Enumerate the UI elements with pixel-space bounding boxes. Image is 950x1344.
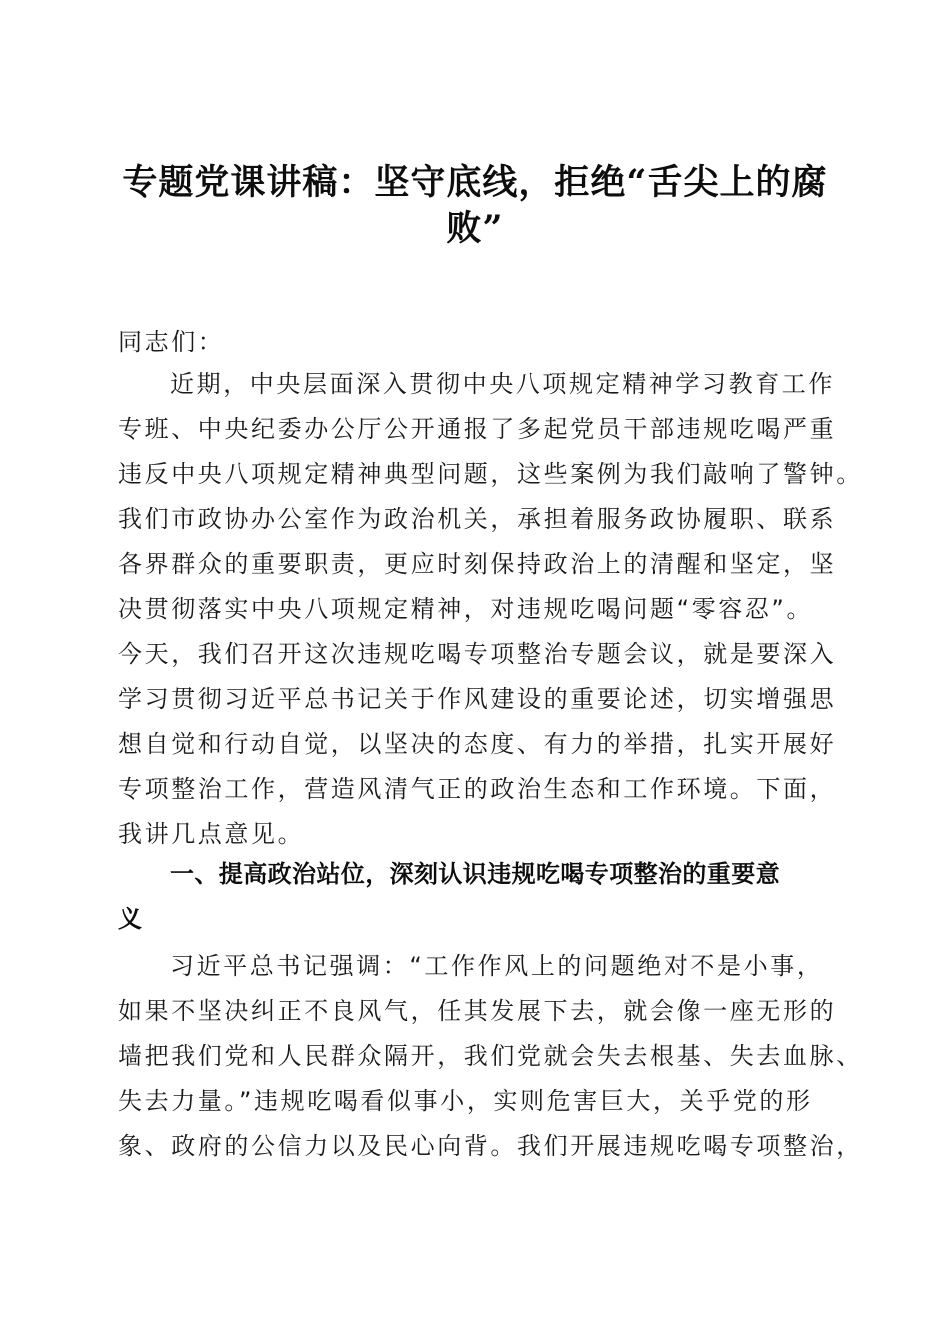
salutation xyxy=(118,320,838,365)
paragraph-line: 墙把我们党和人民群众隔开，我们党就会失去根基、失去血脉、 xyxy=(118,1042,863,1070)
paragraph-line: 习近平总书记强调：“工作作风上的问题绝对不是小事， xyxy=(170,952,824,980)
salutation-text: 同志们： xyxy=(118,328,225,356)
paragraph-line: 我讲几点意见。 xyxy=(118,820,305,848)
heading-line: 一、提高政治站位，深刻认识违规吃喝专项整治的重要意 xyxy=(170,860,780,888)
document-title xyxy=(118,160,832,252)
paragraph-line: 专班、中央纪委办公厅公开通报了多起党员干部违规吃喝严重 xyxy=(118,415,837,443)
section-heading xyxy=(118,852,838,942)
paragraph-line: 想自觉和行动自觉，以坚决的态度、有力的举措，扎实开展好 xyxy=(118,730,837,758)
paragraph-line: 失去力量。”违规吃喝看似事小，实则危害巨大，关乎党的形 xyxy=(118,1087,813,1115)
title-line: 专题党课讲稿：坚守底线，拒绝“舌尖上的腐 xyxy=(122,162,828,203)
section-paragraph xyxy=(118,944,863,1169)
paragraph-line: 近期，中央层面深入贯彻中央八项规定精神学习教育工作 xyxy=(170,370,835,398)
paragraph-line: 各界群众的重要职责，更应时刻保持政治上的清醒和坚定，坚 xyxy=(118,550,837,578)
paragraph-line: 象、政府的公信力以及民心向背。我们开展违规吃喝专项整治， xyxy=(118,1132,863,1160)
intro-paragraph xyxy=(118,362,863,857)
paragraph-line: 专项整治工作，营造风清气正的政治生态和工作环境。下面， xyxy=(118,775,837,803)
paragraph-line: 决贯彻落实中央八项规定精神，对违规吃喝问题“零容忍”。 xyxy=(118,595,814,623)
paragraph-line: 学习贯彻习近平总书记关于作风建设的重要论述，切实增强思 xyxy=(118,685,837,713)
heading-line: 义 xyxy=(118,905,143,933)
paragraph-line: 违反中央八项规定精神典型问题，这些案例为我们敲响了警钟。 xyxy=(118,460,863,488)
title-line: 败” xyxy=(446,208,504,249)
paragraph-line: 如果不坚决纠正不良风气，任其发展下去，就会像一座无形的 xyxy=(118,997,837,1025)
paragraph-line: 我们市政协办公室作为政治机关，承担着服务政协履职、联系 xyxy=(118,505,837,533)
paragraph-line: 今天，我们召开这次违规吃喝专项整治专题会议，就是要深入 xyxy=(118,640,837,668)
